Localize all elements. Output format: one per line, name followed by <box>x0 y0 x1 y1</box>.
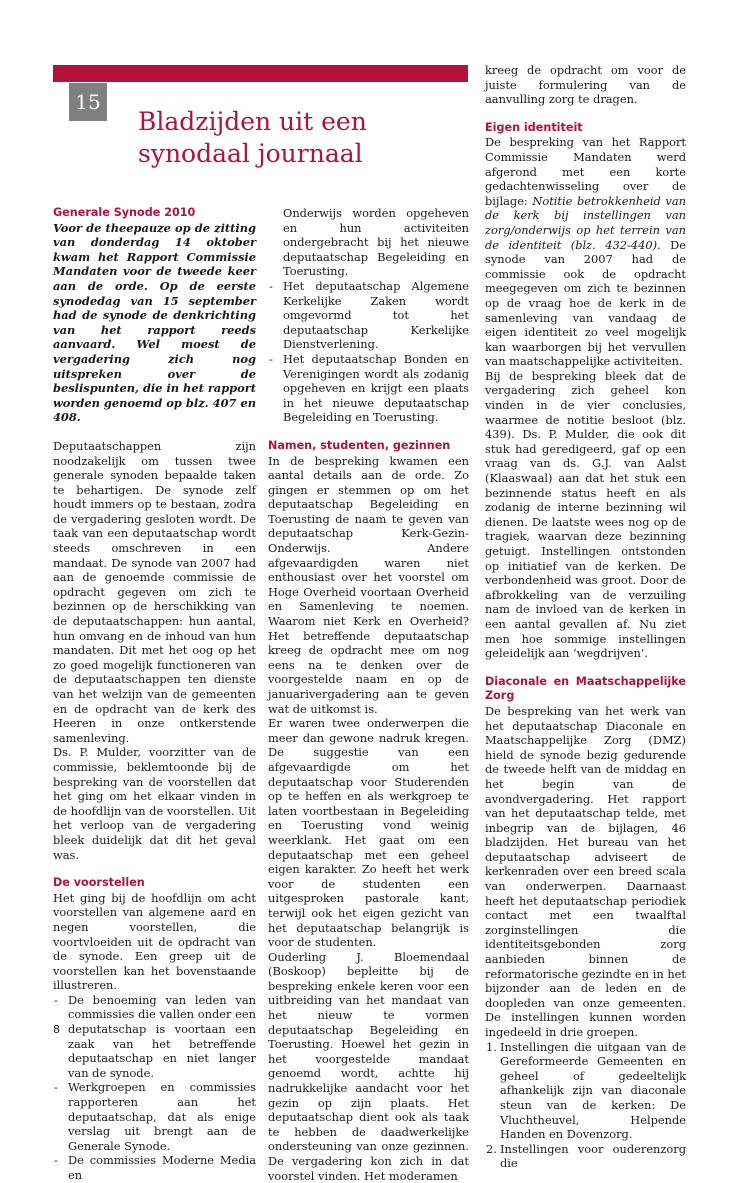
list-item: - Het deputaatschap Bonden en Verenigingen wordt als zodanig opgeheven en krijgt een plaats in het nieuwe deputaatschap Begeleiding en Toerusting. <box>269 351 469 425</box>
body-paragraph: Bij de bespreking bleek dat de vergadering zich geheel kon vinden in de vier conclusies, waarmee de notitie besloot (blz. 439). Ds. P. Mulder, die ook dit stuk had geredigeerd, gaf op een vraag van ds. G.J. van Aalst (Klaaswaal) aan dat het stuk een bezinnende status heeft en als zodanig de interne bezinning wil dienen. De laatste wees nog op de tragiek, waarvan deze bezinning getuigt. Instellingen ontstonden op initiatief van de kerken. De verbondenheid was groot. Door de afbrokkeling van de verzuiling nam de invloed van de kerken in een aantal gevallen af. Nu ziet men hoe sommige instellingen geleidelijk aan ‘wegdrijven’. <box>485 368 686 661</box>
body-paragraph: Ouderling J. Bloemendaal (Boskoop) bepleitte bij de bespreking enkele keren voor een uitbreiding van het mandaat van het nieuw te vormen deputaatschap Begeleiding en Toerusting. Hoewel het gezin in het voorgestelde mandaat genoemd wordt, achtte hij nadrukkelijke aandacht voor het gezin op zijn plaats. Het deputaatschap dient ook als taak te hebben de daadwerkelijke ondersteuning van onze gezinnen. De vergadering kon zich in dat voorstel vinden. Het moderamen <box>268 949 469 1183</box>
proposal-list <box>53 993 256 1183</box>
body-paragraph: Er waren twee onderwerpen die meer dan gewone nadruk kregen. De suggestie van een afgevaardigde om het deputaatschap voor Studerenden op te heffen en als werkgroep te laten voortbestaan in Begeleiding en Toerusting vond weinig weerklank. Het gaat om een deputaatschap met een geheel eigen karakter. Zo heeft het werk voor de studenten een uitgesproken pastorale kant, terwijl ook het eigen gezicht van het deputaatschap belangrijk is voor de studenten. <box>268 716 469 950</box>
section-heading-diaconale-zorg: Diaconale en Maatschappelijke Zorg <box>485 674 686 703</box>
list-item: 1. Instellingen die uitgaan van de Gereformeerde Gemeenten en geheel of gedeeltelijk afhankelijk zijn van diaconale steun van de kerken: De Vluchtheuvel, Helpende Handen en Dovenzorg. <box>486 1039 686 1142</box>
page-title: Bladzijden uit een synodaal journaal <box>138 107 367 168</box>
dash-bullet: - <box>54 1153 58 1168</box>
list-item: 2. Instellingen voor ouderenzorg die <box>486 1141 686 1171</box>
institution-list <box>485 1040 686 1171</box>
body-paragraph: Deputaatschappen zijn noodzakelijk om tussen twee generale synoden bepaalde taken te behartigen. De synode zelf houdt immers op te bestaan, zodra de vergadering gesloten wordt. De taak van een deputaatschap wordt steeds omschreven in een mandaat. De synode van 2007 had aan de genoemde commissie de opdracht gegeven om zich te bezinnen op de herschikking van de deputaatschappen: hun aantal, hun omvang en de inhoud van hun mandaten. Dit met het oog op het zo goed mogelijk functioneren van de deputaatschappen ten dienste van het welzijn van de gemeenten en de opdracht van de kerk des Heeren in onze ontkerstende samenleving. <box>53 438 256 745</box>
list-number: 1. <box>486 1039 497 1054</box>
column-2 <box>268 206 469 1183</box>
section-heading-de-voorstellen: De voorstellen <box>53 876 145 890</box>
section-heading-generale-synode: Generale Synode 2010 <box>53 206 196 219</box>
body-paragraph: Ds. P. Mulder, voorzitter van de commissie, beklemtoonde bij de bespreking van de voorstellen dat het ging om het elkaar vinden in de hoofdlijn van de voorstellen. Uit het verloop van de vergadering bleek duidelijk dat dit het geval was. <box>53 745 257 862</box>
body-paragraph: De bespreking van het Rapport Commissie Mandaten werd afgerond met een korte gedachtenwisseling over de bijlage: Notitie betrokkenheid van de kerk bij instellingen van zorg/onderwijs op het terrein van de identiteit (blz. 432-440). De synode van 2007 had de commissie ook de opdracht meegegeven om zich te bezinnen op de vraag hoe de kerk in de samenleving van vandaag de eigen identiteit zo veel mogelijk kan waarborgen bij het vervullen van maatschappelijke activiteiten. <box>485 135 686 369</box>
list-item: Onderwijs worden opgeheven en hun activiteiten ondergebracht bij het nieuwe deputaatschap Begeleiding en Toerusting. <box>283 206 469 279</box>
dash-bullet: - <box>54 1080 58 1095</box>
intro-paragraph: Voor de theepauze op de zitting van donderdag 14 oktober kwam het Rapport Commissie Mandaten voor de tweede keer aan de orde. Op de eerste synodedag van 15 september had de synode de denkrichting van het rapport reeds aanvaard. Wel moest de vergadering zich nog uitspreken over de beslispunten, die in het rapport worden genoemd op blz. 407 en 408. <box>53 220 256 425</box>
dash-bullet: - <box>269 278 273 293</box>
list-item: - Het deputaatschap Algemene Kerkelijke Zaken wordt omgevormd tot het deputaatschap Kerkelijke Dienstverlening. <box>269 278 469 352</box>
notitie-reference: Notitie betrokkenheid van de kerk bij instellingen van zorg/onderwijs op het terrein van de identiteit (blz. 432-440). <box>485 193 686 252</box>
body-paragraph: De bespreking van het werk van het deputaatschap Diaconale en Maatschappelijke Zorg (DMZ) hield de synode bezig gedurende de tweede helft van de middag en het begin van de avondvergadering. Het rapport van het deputaatschap telde, met inbegrip van de bijlagen, 46 bladzijden. Het bureau van het deputaatschap adviseert de kerkenraden over een breed scala van onderwerpen. Daarnaast heeft het deputaatschap periodiek contact met een twaalftal zorginstellingen die identiteitsgebonden zorg aanbieden binnen de reformatorische gezindte en in het bijzonder aan de leden en de doopleden van onze gemeenten. De instellingen kunnen worden ingedeeld in drie groepen. <box>485 703 686 1039</box>
column-1 <box>53 206 256 1183</box>
list-item: - De benoeming van leden van commissies die vallen onder een deputatschap is voortaan een zaak van het betreffende deputaatschap en niet langer van de synode. <box>54 992 256 1080</box>
header-color-bar <box>53 65 468 82</box>
body-paragraph: kreeg de opdracht om voor de juiste formulering van de aanvulling zorg te dragen. <box>485 63 686 107</box>
list-number: 2. <box>486 1141 497 1156</box>
column-3 <box>485 63 686 1171</box>
body-paragraph: In de bespreking kwamen een aantal details aan de orde. Zo gingen er stemmen op om het deputaatschap Begeleiding en Toerusting de naam te geven van deputaatschap Kerk-Gezin-Onderwijs. Andere afgevaardigden waren niet enthousiast over het voorstel om Hoge Overheid voortaan Overheid en Samenleving te noemen. Waarom niet Kerk en Overheid? Het betreffende deputaatschap kreeg de opdracht mee om nog eens na te denken over de voorgestelde naam en op de januarivergadering aan te geven wat de uitkomst is. <box>268 453 469 716</box>
dash-bullet: - <box>269 351 273 366</box>
list-item: - Werkgroepen en commissies rapporteren aan het deputaatschap, dat als enige verslag uit brengt aan de Generale Synode. <box>54 1080 256 1153</box>
section-number-box: 15 <box>69 83 107 121</box>
page-number: 8 <box>53 1023 60 1036</box>
proposal-list-continued <box>268 206 469 425</box>
body-paragraph: Het ging bij de hoofdlijn om acht voorstellen van algemene aard en negen voorstellen, die voortvloeiden uit de opdracht van de synode. Een greep uit de voorstellen kan het bovenstaande illustreren. <box>53 890 256 993</box>
section-heading-namen-studenten-gezinnen: Namen, studenten, gezinnen <box>268 438 451 452</box>
dash-bullet: - <box>54 992 58 1007</box>
list-item: - De commissies Moderne Media en <box>54 1153 256 1182</box>
section-heading-eigen-identiteit: Eigen identiteit <box>485 120 583 134</box>
